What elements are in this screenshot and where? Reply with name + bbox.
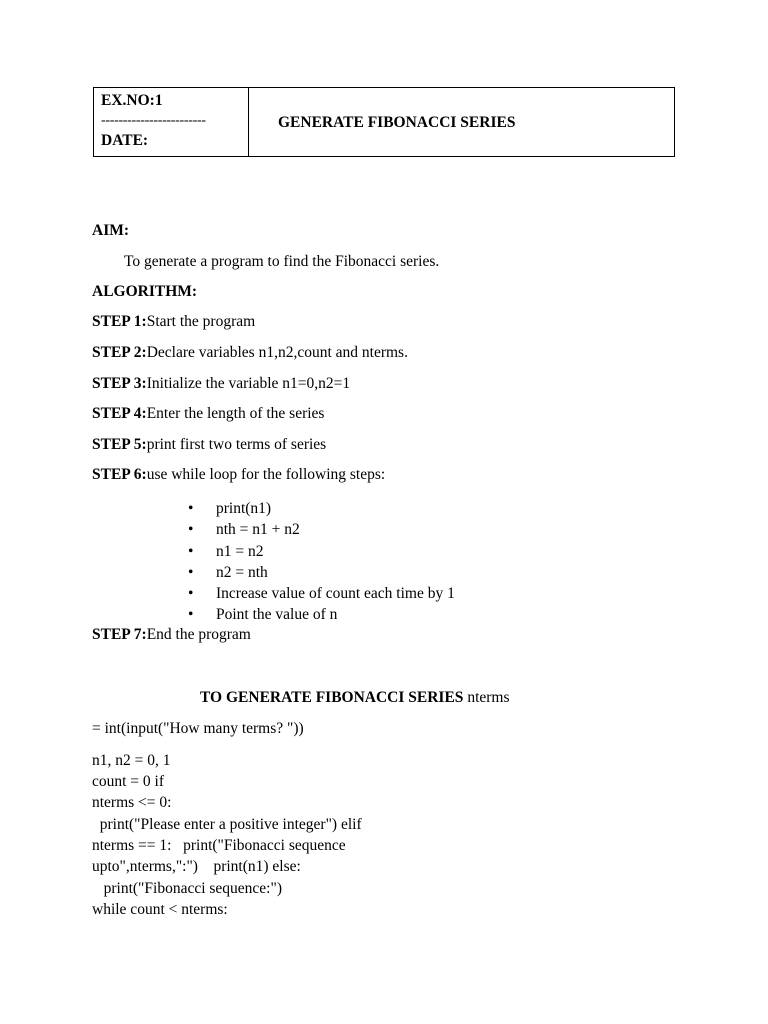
step-label: STEP 4:: [92, 405, 147, 422]
code-line: while count < nterms:: [92, 901, 228, 918]
code-line: count = 0 if: [92, 773, 165, 790]
separator-dashes: ------------------------: [101, 113, 206, 128]
code-line: nterms <= 0:: [92, 794, 172, 811]
step-label: STEP 1:: [92, 313, 147, 330]
step-6: [92, 466, 385, 484]
code-line: n1, n2 = 0, 1: [92, 752, 171, 769]
list-item: • Increase value of count each time by 1: [188, 583, 455, 604]
header-title-cell: [249, 88, 674, 156]
step-label: STEP 7:: [92, 626, 147, 643]
step-label: STEP 2:: [92, 344, 147, 361]
step-7: [92, 626, 251, 644]
step-text: Initialize the variable n1=0,n2=1: [146, 375, 351, 392]
list-item: • n2 = nth: [188, 562, 455, 583]
step-text: use while loop for the following steps:: [146, 466, 386, 483]
exercise-number: EX.NO:1: [101, 92, 163, 109]
algorithm-heading: ALGORITHM:: [92, 283, 198, 300]
loop-steps-list: [188, 498, 455, 626]
list-item: • print(n1): [188, 498, 455, 519]
code-line: print("Please enter a positive integer") elif: [92, 816, 362, 833]
date-label: DATE:: [101, 132, 149, 149]
step-label: STEP 5:: [92, 436, 147, 453]
step-3: [92, 375, 350, 393]
code-line: upto",nterms,":") print(n1) else:: [92, 858, 301, 875]
step-text: Declare variables n1,n2,count and nterms.: [146, 344, 408, 361]
code-line: print("Fibonacci sequence:"): [92, 880, 282, 897]
exercise-title: GENERATE FIBONACCI SERIES: [278, 114, 516, 131]
step-4: [92, 405, 324, 423]
list-item: • nth = n1 + n2: [188, 519, 455, 540]
aim-text: To generate a program to find the Fibonacci series.: [124, 253, 440, 270]
aim-heading: AIM:: [92, 222, 130, 239]
step-label: STEP 6:: [92, 466, 147, 483]
step-label: STEP 3:: [92, 375, 147, 392]
list-item: • n1 = n2: [188, 541, 455, 562]
step-1: [92, 313, 255, 331]
list-item: • Point the value of n: [188, 604, 455, 625]
step-2: [92, 344, 408, 362]
code-line: = int(input("How many terms? ")): [92, 720, 304, 737]
step-5: [92, 436, 326, 454]
header-left-cell: [94, 88, 249, 156]
step-text: print first two terms of series: [146, 436, 327, 453]
program-heading-title: TO GENERATE FIBONACCI SERIES: [200, 689, 464, 706]
header-table: [93, 87, 675, 157]
program-heading-suffix: nterms: [463, 689, 510, 706]
program-heading: [200, 689, 510, 707]
step-text: Start the program: [146, 313, 256, 330]
step-text: Enter the length of the series: [146, 405, 325, 422]
step-text: End the program: [146, 626, 251, 643]
code-line: nterms == 1: print("Fibonacci sequence: [92, 837, 346, 854]
